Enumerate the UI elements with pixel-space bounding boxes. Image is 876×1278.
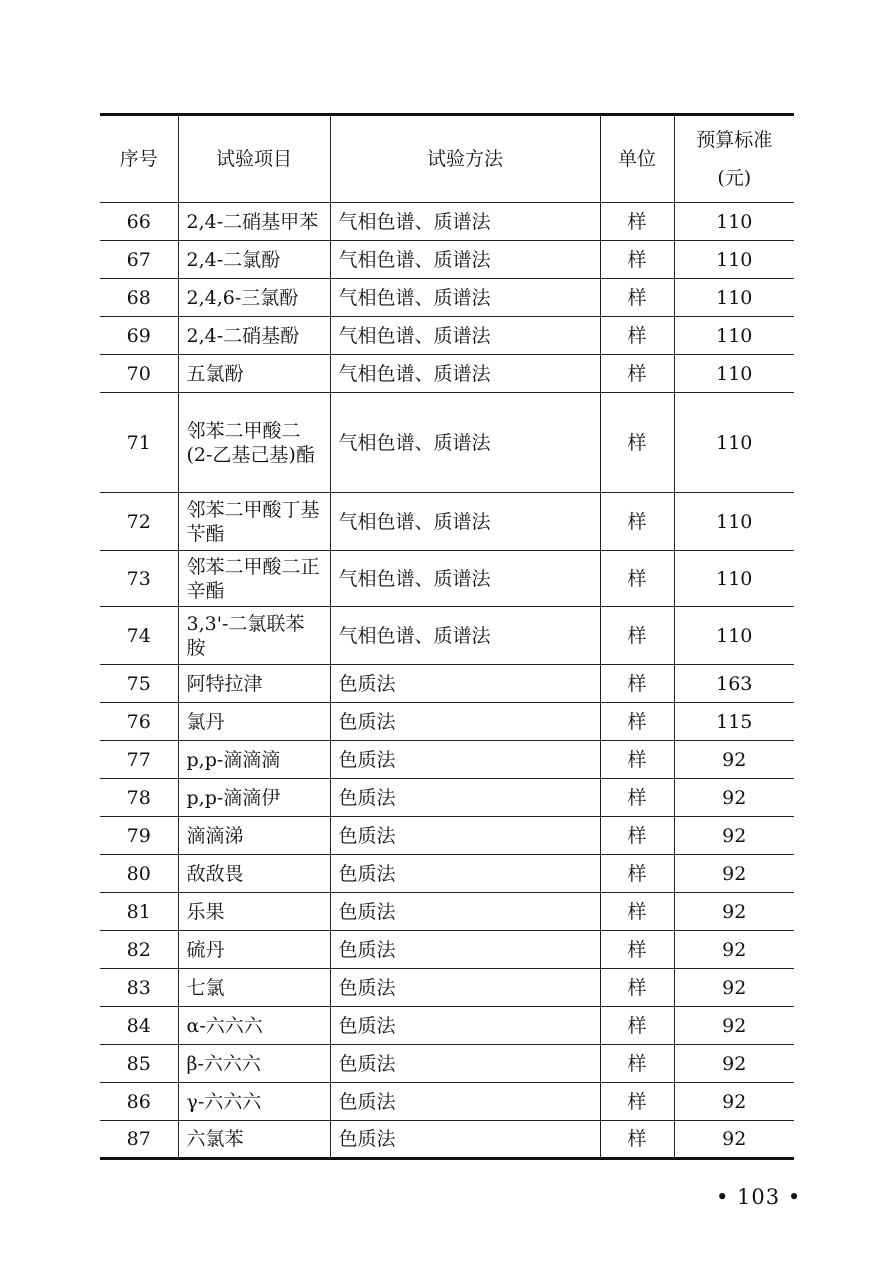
budget-price: 163 bbox=[674, 665, 794, 703]
test-method: 色质法 bbox=[330, 741, 600, 779]
row-number: 87 bbox=[100, 1121, 178, 1159]
row-number: 71 bbox=[100, 393, 178, 493]
test-item: p,p-滴滴滴 bbox=[178, 741, 330, 779]
header-no: 序号 bbox=[100, 115, 178, 203]
unit: 样 bbox=[600, 741, 674, 779]
test-item: β-六六六 bbox=[178, 1045, 330, 1083]
table-row bbox=[100, 317, 794, 355]
row-number: 72 bbox=[100, 493, 178, 551]
row-number: 74 bbox=[100, 607, 178, 665]
unit: 样 bbox=[600, 703, 674, 741]
row-number: 79 bbox=[100, 817, 178, 855]
test-item: 硫丹 bbox=[178, 931, 330, 969]
unit: 样 bbox=[600, 931, 674, 969]
test-method: 气相色谱、质谱法 bbox=[330, 203, 600, 241]
table-row bbox=[100, 817, 794, 855]
unit: 样 bbox=[600, 855, 674, 893]
table-row bbox=[100, 355, 794, 393]
unit: 样 bbox=[600, 1121, 674, 1159]
budget-price: 92 bbox=[674, 779, 794, 817]
test-item: 阿特拉津 bbox=[178, 665, 330, 703]
test-method: 气相色谱、质谱法 bbox=[330, 393, 600, 493]
row-number: 67 bbox=[100, 241, 178, 279]
table-row bbox=[100, 607, 794, 665]
row-number: 84 bbox=[100, 1007, 178, 1045]
budget-price: 92 bbox=[674, 1121, 794, 1159]
test-method: 色质法 bbox=[330, 779, 600, 817]
unit: 样 bbox=[600, 493, 674, 551]
row-number: 85 bbox=[100, 1045, 178, 1083]
unit: 样 bbox=[600, 355, 674, 393]
row-number: 81 bbox=[100, 893, 178, 931]
test-method: 色质法 bbox=[330, 855, 600, 893]
table-row bbox=[100, 893, 794, 931]
budget-price: 92 bbox=[674, 931, 794, 969]
budget-price: 110 bbox=[674, 551, 794, 607]
table-row bbox=[100, 855, 794, 893]
unit: 样 bbox=[600, 393, 674, 493]
header-method: 试验方法 bbox=[330, 115, 600, 203]
test-method: 气相色谱、质谱法 bbox=[330, 355, 600, 393]
unit: 样 bbox=[600, 1007, 674, 1045]
test-method: 色质法 bbox=[330, 703, 600, 741]
budget-price: 110 bbox=[674, 203, 794, 241]
row-number: 70 bbox=[100, 355, 178, 393]
budget-price: 92 bbox=[674, 1083, 794, 1121]
row-number: 76 bbox=[100, 703, 178, 741]
test-method: 色质法 bbox=[330, 1007, 600, 1045]
test-item: 2,4-二氯酚 bbox=[178, 241, 330, 279]
table-body bbox=[100, 203, 794, 1159]
budget-price: 92 bbox=[674, 855, 794, 893]
test-item: γ-六六六 bbox=[178, 1083, 330, 1121]
header-price-line1: 预算标准 bbox=[696, 129, 773, 151]
budget-price: 110 bbox=[674, 241, 794, 279]
row-number: 86 bbox=[100, 1083, 178, 1121]
budget-price: 110 bbox=[674, 279, 794, 317]
budget-table bbox=[100, 113, 794, 1160]
test-method: 色质法 bbox=[330, 893, 600, 931]
unit: 样 bbox=[600, 969, 674, 1007]
test-item: 2,4,6-三氯酚 bbox=[178, 279, 330, 317]
budget-price: 110 bbox=[674, 317, 794, 355]
test-method: 色质法 bbox=[330, 969, 600, 1007]
table-row bbox=[100, 1045, 794, 1083]
table-row bbox=[100, 493, 794, 551]
header-unit: 单位 bbox=[600, 115, 674, 203]
table-row bbox=[100, 241, 794, 279]
test-method: 色质法 bbox=[330, 931, 600, 969]
row-number: 83 bbox=[100, 969, 178, 1007]
budget-price: 110 bbox=[674, 355, 794, 393]
table-row bbox=[100, 969, 794, 1007]
budget-price: 115 bbox=[674, 703, 794, 741]
table-row bbox=[100, 703, 794, 741]
test-item: p,p-滴滴伊 bbox=[178, 779, 330, 817]
unit: 样 bbox=[600, 203, 674, 241]
row-number: 69 bbox=[100, 317, 178, 355]
unit: 样 bbox=[600, 279, 674, 317]
test-item: 3,3'-二氯联苯胺 bbox=[178, 607, 330, 665]
test-item: 六氯苯 bbox=[178, 1121, 330, 1159]
test-item: 邻苯二甲酸二(2-乙基己基)酯 bbox=[178, 393, 330, 493]
row-number: 78 bbox=[100, 779, 178, 817]
table-row bbox=[100, 931, 794, 969]
test-item: 氯丹 bbox=[178, 703, 330, 741]
budget-price: 92 bbox=[674, 1045, 794, 1083]
unit: 样 bbox=[600, 241, 674, 279]
test-item: 敌敌畏 bbox=[178, 855, 330, 893]
header-price bbox=[674, 115, 794, 203]
budget-price: 92 bbox=[674, 969, 794, 1007]
test-item: 滴滴涕 bbox=[178, 817, 330, 855]
table-row bbox=[100, 203, 794, 241]
test-method: 色质法 bbox=[330, 1121, 600, 1159]
budget-price: 110 bbox=[674, 493, 794, 551]
row-number: 75 bbox=[100, 665, 178, 703]
budget-price: 92 bbox=[674, 741, 794, 779]
unit: 样 bbox=[600, 551, 674, 607]
unit: 样 bbox=[600, 817, 674, 855]
unit: 样 bbox=[600, 1045, 674, 1083]
test-method: 色质法 bbox=[330, 817, 600, 855]
budget-price: 110 bbox=[674, 393, 794, 493]
unit: 样 bbox=[600, 779, 674, 817]
budget-price: 92 bbox=[674, 817, 794, 855]
test-method: 色质法 bbox=[330, 1045, 600, 1083]
test-method: 气相色谱、质谱法 bbox=[330, 607, 600, 665]
unit: 样 bbox=[600, 1083, 674, 1121]
unit: 样 bbox=[600, 893, 674, 931]
table-row bbox=[100, 1083, 794, 1121]
table-row bbox=[100, 1121, 794, 1159]
unit: 样 bbox=[600, 607, 674, 665]
row-number: 73 bbox=[100, 551, 178, 607]
row-number: 80 bbox=[100, 855, 178, 893]
test-method: 气相色谱、质谱法 bbox=[330, 551, 600, 607]
test-item: 邻苯二甲酸丁基苄酯 bbox=[178, 493, 330, 551]
table-header-row bbox=[100, 115, 794, 203]
unit: 样 bbox=[600, 665, 674, 703]
test-item: 2,4-二硝基酚 bbox=[178, 317, 330, 355]
table-row bbox=[100, 741, 794, 779]
test-item: 邻苯二甲酸二正辛酯 bbox=[178, 551, 330, 607]
test-item: 七氯 bbox=[178, 969, 330, 1007]
page-number: • 103 • bbox=[716, 1185, 802, 1209]
test-method: 气相色谱、质谱法 bbox=[330, 241, 600, 279]
table-row bbox=[100, 779, 794, 817]
test-item: 2,4-二硝基甲苯 bbox=[178, 203, 330, 241]
header-price-line2: (元) bbox=[717, 167, 752, 189]
row-number: 82 bbox=[100, 931, 178, 969]
budget-price: 92 bbox=[674, 1007, 794, 1045]
budget-price: 92 bbox=[674, 893, 794, 931]
table-row bbox=[100, 665, 794, 703]
table-row bbox=[100, 279, 794, 317]
unit: 样 bbox=[600, 317, 674, 355]
header-item: 试验项目 bbox=[178, 115, 330, 203]
table-row bbox=[100, 551, 794, 607]
test-item: α-六六六 bbox=[178, 1007, 330, 1045]
row-number: 77 bbox=[100, 741, 178, 779]
test-method: 气相色谱、质谱法 bbox=[330, 317, 600, 355]
test-method: 气相色谱、质谱法 bbox=[330, 493, 600, 551]
test-method: 色质法 bbox=[330, 1083, 600, 1121]
row-number: 66 bbox=[100, 203, 178, 241]
row-number: 68 bbox=[100, 279, 178, 317]
test-item: 五氯酚 bbox=[178, 355, 330, 393]
test-method: 色质法 bbox=[330, 665, 600, 703]
budget-price: 110 bbox=[674, 607, 794, 665]
test-item: 乐果 bbox=[178, 893, 330, 931]
table-row bbox=[100, 393, 794, 493]
test-method: 气相色谱、质谱法 bbox=[330, 279, 600, 317]
table-row bbox=[100, 1007, 794, 1045]
